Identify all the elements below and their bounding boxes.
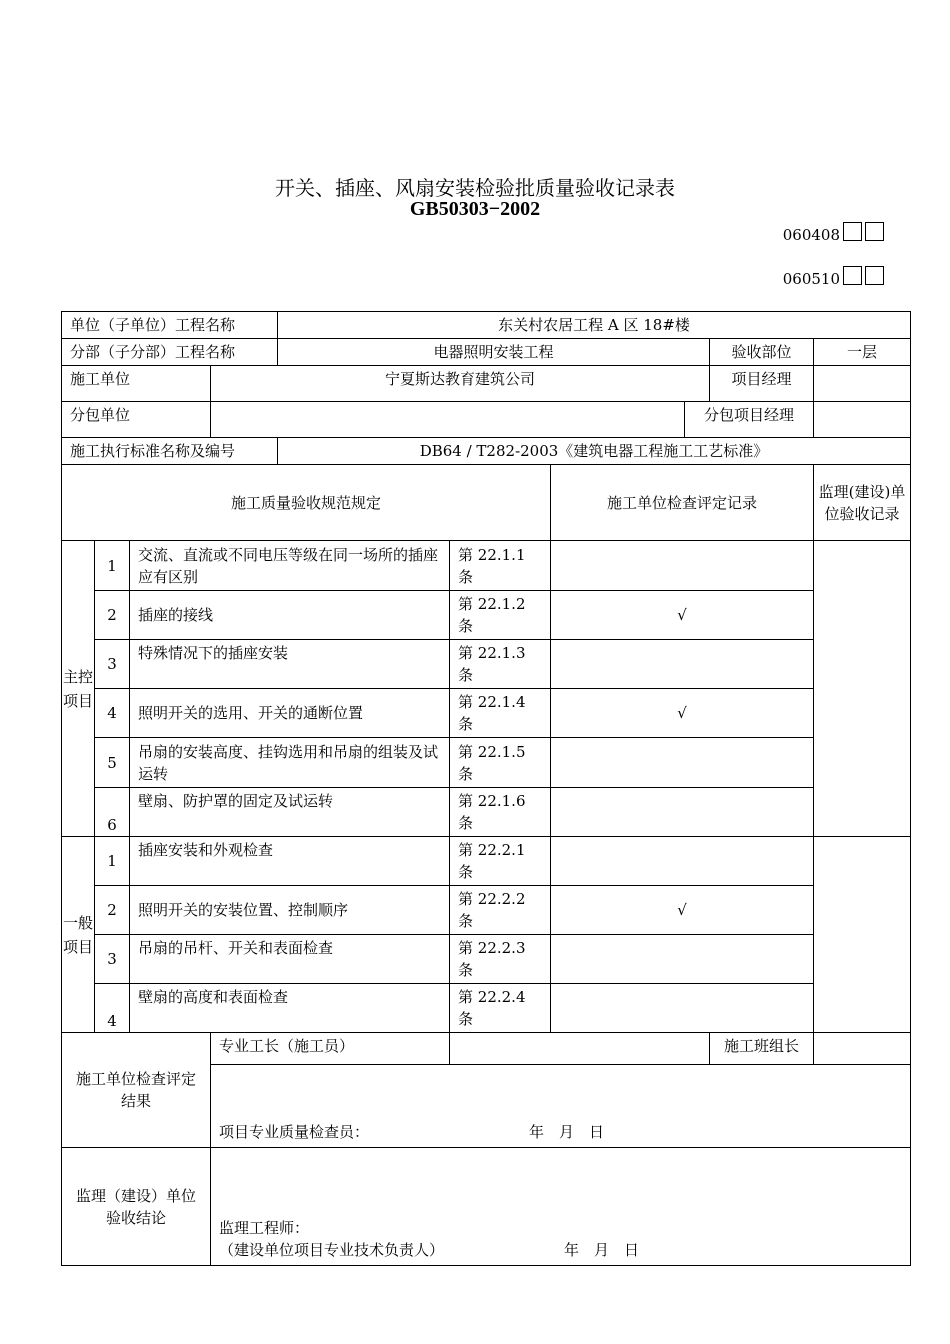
owner-label: （建设单位项目专业技术负责人） xyxy=(219,1241,445,1259)
item-clause: 第 22.2.1 条 xyxy=(450,837,551,886)
conclusion-label: 监理（建设）单位验收结论 xyxy=(62,1148,211,1266)
item-no: 4 xyxy=(95,984,130,1033)
code-box[interactable] xyxy=(865,222,884,241)
item-record[interactable] xyxy=(551,738,814,788)
item-no: 5 xyxy=(95,738,130,788)
standard-code: GB50303−2002 xyxy=(409,198,541,220)
item-desc: 壁扇的高度和表面检查 xyxy=(130,984,450,1033)
main-items-supervision[interactable] xyxy=(814,541,911,837)
team-leader-label: 施工班组长 xyxy=(710,1033,814,1065)
item-desc: 特殊情况下的插座安装 xyxy=(130,640,450,689)
record-column-header: 施工单位检查评定记录 xyxy=(551,465,814,541)
item-record[interactable] xyxy=(551,837,814,886)
main-items-label: 主控项目 xyxy=(62,541,95,837)
inspector-label: 项目专业质量检查员： xyxy=(219,1123,370,1141)
item-desc: 插座的接线 xyxy=(130,591,450,640)
item-record[interactable]: √ xyxy=(551,689,814,738)
item-record[interactable] xyxy=(551,788,814,837)
result-sign-area[interactable] xyxy=(211,1065,911,1148)
unit-label: 单位（子单位）工程名称 xyxy=(62,312,278,339)
item-desc: 壁扇、防护罩的固定及试运转 xyxy=(130,788,450,837)
item-no: 6 xyxy=(95,788,130,837)
item-desc: 插座安装和外观检查 xyxy=(130,837,450,886)
sub-project-manager-label: 分包项目经理 xyxy=(685,402,814,438)
spec-column-header: 施工质量验收规范规定 xyxy=(62,465,551,541)
accept-part-label: 验收部位 xyxy=(710,339,814,366)
team-leader-value[interactable] xyxy=(814,1033,911,1065)
item-desc: 照明开关的安装位置、控制顺序 xyxy=(130,886,450,935)
unit-value[interactable]: 东关村农居工程 A 区 18#楼 xyxy=(278,312,911,339)
form-title: 开关、插座、风扇安装检验批质量验收记录表 xyxy=(275,176,675,200)
item-record[interactable] xyxy=(551,984,814,1033)
item-record[interactable]: √ xyxy=(551,886,814,935)
engineer-label: 监理工程师： xyxy=(219,1219,310,1237)
item-desc: 吊扇的安装高度、挂钩选用和吊扇的组装及试运转 xyxy=(130,738,450,788)
exec-standard-label: 施工执行标准名称及编号 xyxy=(62,438,278,465)
subcontractor-label: 分包单位 xyxy=(62,402,211,438)
conclusion-date: 年 月 日 xyxy=(564,1241,640,1259)
result-label: 施工单位检查评定结果 xyxy=(62,1033,211,1148)
item-clause: 第 22.1.5 条 xyxy=(450,738,551,788)
item-desc: 照明开关的选用、开关的通断位置 xyxy=(130,689,450,738)
exec-standard-value[interactable]: DB64 / T282-2003《建筑电器工程施工工艺标准》 xyxy=(278,438,911,465)
form-code-2-text: 060510 xyxy=(782,270,840,288)
form-code-2 xyxy=(783,266,884,288)
item-desc: 交流、直流或不同电压等级在同一场所的插座应有区别 xyxy=(130,541,450,591)
contractor-value[interactable]: 宁夏斯达教育建筑公司 xyxy=(211,366,710,402)
sub-project-manager-value[interactable] xyxy=(814,402,911,438)
item-record[interactable] xyxy=(551,541,814,591)
contractor-label: 施工单位 xyxy=(62,366,211,402)
project-manager-label: 项目经理 xyxy=(710,366,814,402)
accept-part-value[interactable]: 一层 xyxy=(814,339,911,366)
item-no: 4 xyxy=(95,689,130,738)
item-record[interactable] xyxy=(551,935,814,984)
item-no: 2 xyxy=(95,886,130,935)
form-code-1-text: 060408 xyxy=(782,226,840,244)
item-clause: 第 22.2.3 条 xyxy=(450,935,551,984)
item-no: 1 xyxy=(95,837,130,886)
code-box[interactable] xyxy=(843,266,862,285)
item-no: 3 xyxy=(95,640,130,689)
foreman-value[interactable] xyxy=(450,1033,710,1065)
foreman-label: 专业工长（施工员） xyxy=(211,1033,450,1065)
inspection-record-table xyxy=(61,311,911,1266)
result-date: 年 月 日 xyxy=(529,1123,605,1141)
general-items-supervision[interactable] xyxy=(814,837,911,1033)
conclusion-sign-area[interactable] xyxy=(211,1148,911,1266)
item-desc: 吊扇的吊杆、开关和表面检查 xyxy=(130,935,450,984)
item-clause: 第 22.1.1 条 xyxy=(450,541,551,591)
item-clause: 第 22.2.2 条 xyxy=(450,886,551,935)
item-no: 1 xyxy=(95,541,130,591)
project-manager-value[interactable] xyxy=(814,366,911,402)
item-record[interactable]: √ xyxy=(551,591,814,640)
item-clause: 第 22.1.2 条 xyxy=(450,591,551,640)
code-box[interactable] xyxy=(865,266,884,285)
code-box[interactable] xyxy=(843,222,862,241)
item-no: 2 xyxy=(95,591,130,640)
item-clause: 第 22.2.4 条 xyxy=(450,984,551,1033)
item-clause: 第 22.1.6 条 xyxy=(450,788,551,837)
subcontractor-value[interactable] xyxy=(211,402,685,438)
item-clause: 第 22.1.4 条 xyxy=(450,689,551,738)
item-no: 3 xyxy=(95,935,130,984)
general-items-label: 一般项目 xyxy=(62,837,95,1033)
item-clause: 第 22.1.3 条 xyxy=(450,640,551,689)
sub-project-value[interactable]: 电器照明安装工程 xyxy=(278,339,710,366)
item-record[interactable] xyxy=(551,640,814,689)
sub-project-label: 分部（子分部）工程名称 xyxy=(62,339,278,366)
supervision-column-header: 监理(建设)单位验收记录 xyxy=(814,465,911,541)
form-code-1 xyxy=(783,222,884,244)
